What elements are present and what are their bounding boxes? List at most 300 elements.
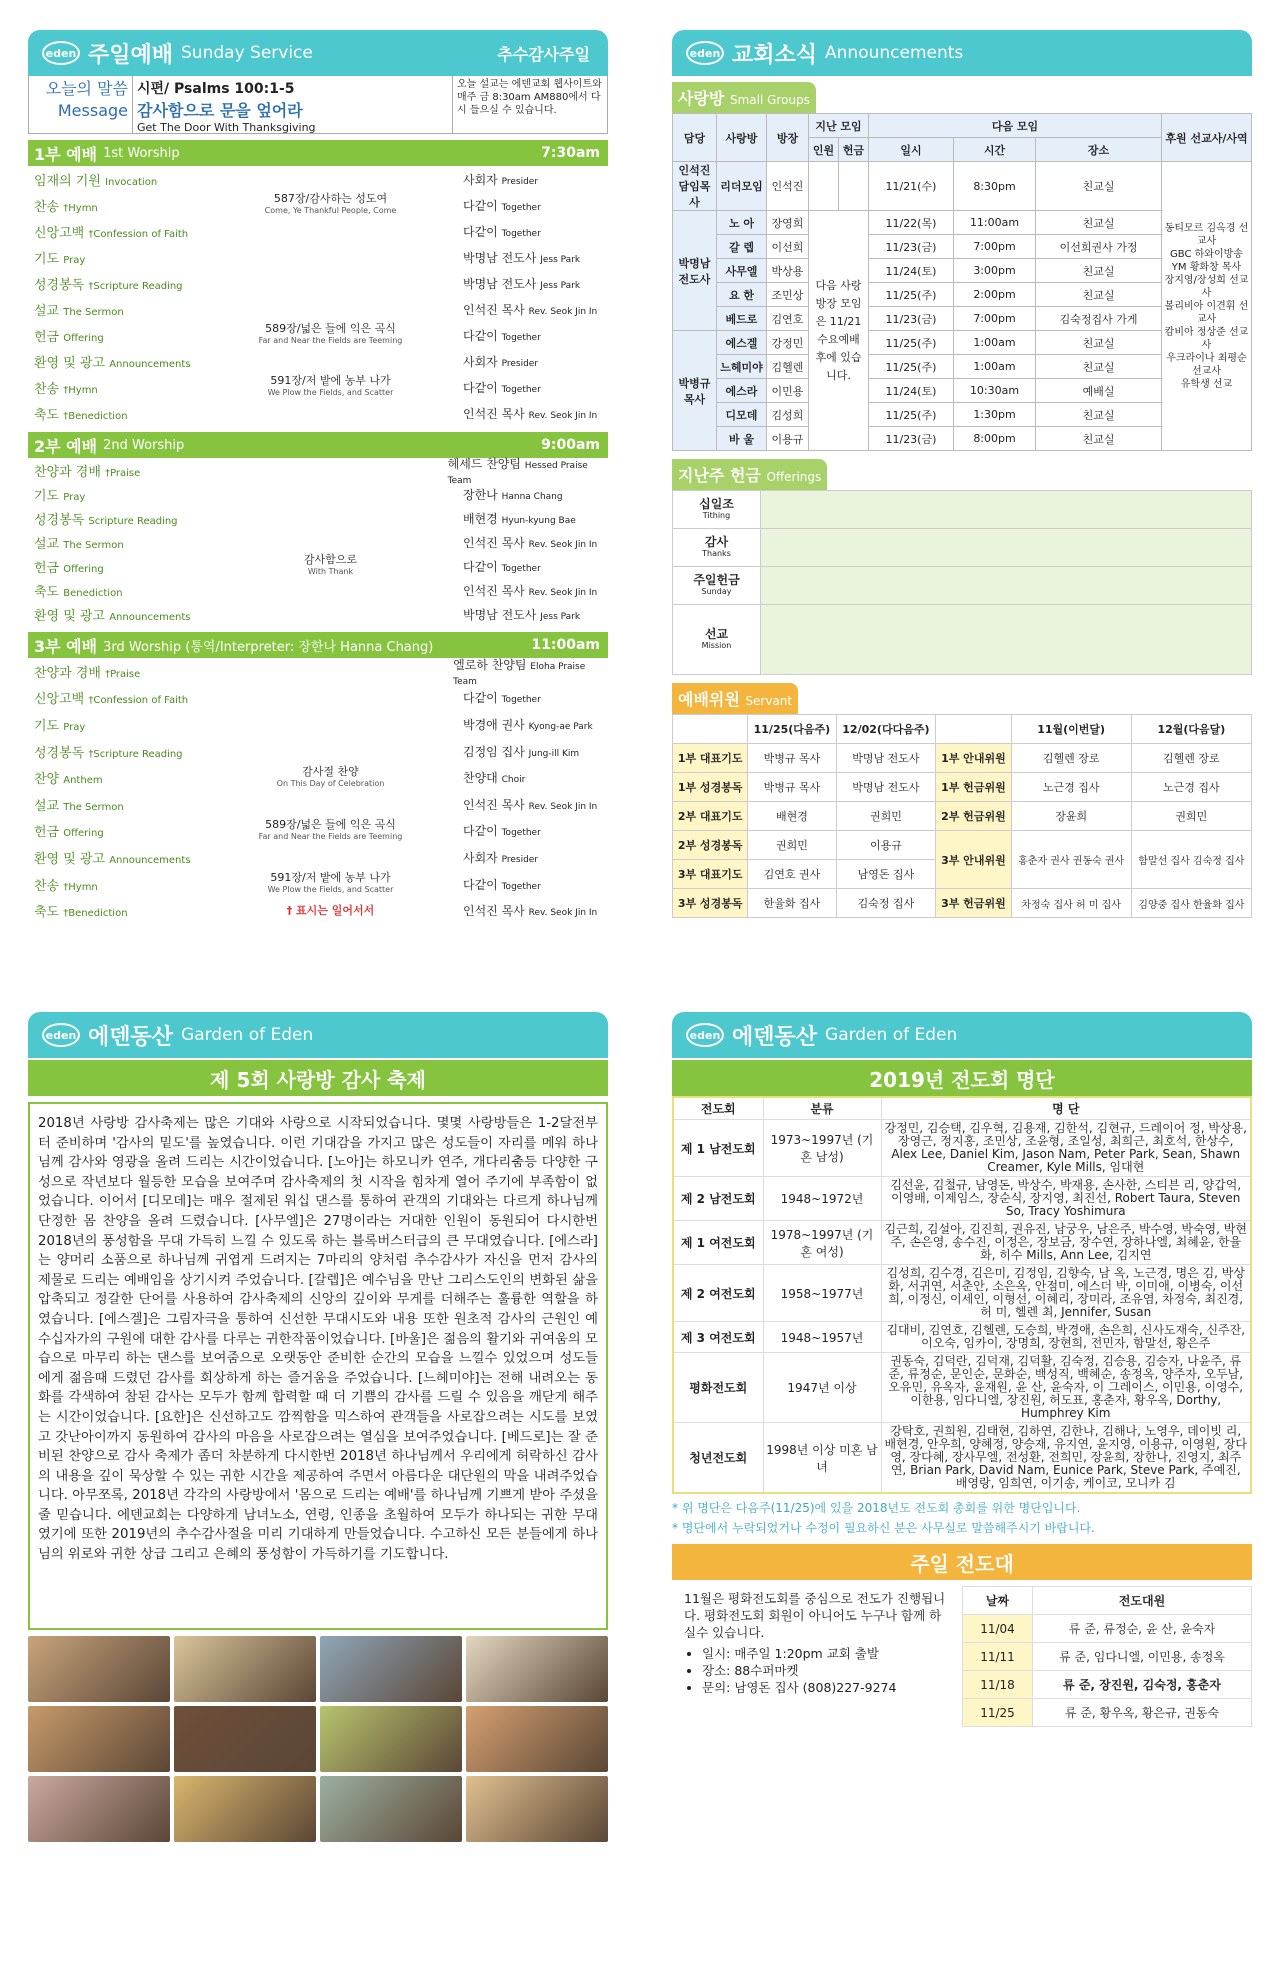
mission: GBC 하와이방송 [1170, 248, 1243, 260]
order-item [28, 602, 608, 626]
leader-en: Presider [501, 358, 539, 369]
item-name-en: †Scripture Reading [88, 280, 183, 292]
offering-en: Thanks [702, 548, 731, 558]
bullet: • 일시: 매주일 1:20pm 교회 출발 [702, 1645, 950, 1662]
members: 류 준, 임다니엘, 이민용, 송정옥 [1033, 1643, 1252, 1671]
order-item [28, 764, 608, 791]
team-section [672, 1586, 1252, 1727]
item-name-en: †Hymn [63, 202, 98, 214]
garden-panel [28, 1012, 608, 1962]
leader-en: Together [501, 228, 541, 239]
item-name-en: Offering [63, 828, 104, 840]
leader-en: Hanna Chang [501, 491, 563, 502]
table-row [673, 1265, 1251, 1322]
time: 8:00pm [953, 427, 1035, 451]
worship-3 [28, 632, 608, 930]
th: 전도대원 [1033, 1587, 1252, 1615]
eden-logo-icon: eden [686, 41, 724, 65]
order-item [28, 218, 608, 244]
order-item [28, 844, 608, 871]
name: 김양중 집사 한율화 집사 [1131, 889, 1251, 918]
group-host: 장영희 [767, 211, 809, 235]
leader-en: Eloha Praise Team [453, 661, 586, 687]
offering-value [761, 491, 1252, 529]
date: 11/11 [963, 1643, 1033, 1671]
leader-en: Jung-ill Kim [528, 748, 580, 759]
mission: 유학생 선교 [1180, 378, 1233, 390]
team-table [962, 1586, 1252, 1727]
leader-en: Rev. Seok Jin In [528, 306, 598, 317]
order-item [28, 685, 608, 712]
leader: 박명남 전도사 Jess Park [463, 607, 581, 622]
sg-title: 사랑방 [678, 89, 725, 108]
sunday-service-panel [28, 30, 608, 970]
place: 이선희권사 가정 [1036, 235, 1162, 259]
date: 11/23(금) [869, 307, 954, 331]
date: 11/23(금) [869, 235, 954, 259]
photo [28, 1776, 170, 1842]
item-name-en: †Benediction [63, 410, 128, 422]
order-item [28, 506, 608, 530]
date: 11/04 [963, 1615, 1033, 1643]
eden-logo-icon: eden [42, 41, 80, 65]
name: 권희민 [1131, 802, 1251, 831]
leader: 다같이 Together [463, 198, 541, 213]
offerings-table [672, 490, 1252, 675]
name: 홍춘자 권사 권동숙 권사 [1011, 831, 1131, 889]
item-name: 기도 Pray [34, 251, 86, 267]
group-name: 바 울 [717, 427, 767, 451]
worship-title: 2부 예배 [34, 436, 98, 456]
team-text: 11월은 평화전도회를 중심으로 전도가 진행됩니다. 평화전도회 회원이 아니어도 누구나 함께 하실수 있습니다. [684, 1591, 946, 1640]
name: 함말선 집사 김숙정 집사 [1131, 831, 1251, 889]
section-title: 에덴동산 [732, 1024, 818, 1050]
offering-value [761, 529, 1252, 567]
date: 11/22(목) [869, 211, 954, 235]
table-row [673, 1097, 1251, 1120]
leader-cell: 인석진 담임목사 [673, 162, 717, 211]
leader: 다같이 Together [463, 877, 541, 892]
section-title-en: Sunday Service [181, 43, 313, 63]
table-row [673, 1322, 1251, 1353]
photo [320, 1776, 462, 1842]
cell [809, 162, 839, 211]
table-row [963, 1587, 1252, 1615]
group-range: 1958~1977년 [763, 1265, 881, 1322]
item-name: 찬송 †Hymn [34, 381, 98, 397]
bullet: • 장소: 88수퍼마켓 [702, 1662, 950, 1679]
place: 친교실 [1036, 162, 1162, 211]
group-members: 권동숙, 김덕란, 김덕재, 김덕활, 김숙정, 김승용, 김승자, 나윤주, 류 준, 류정순, 문인순, 문화순, 백성직, 백혜순, 송정옥, 양주자, 오두남, 오유민, 유옥자, 윤재원, 윤 산, 윤숙자, 이 그레이스, 이민용, 이영수, 이한용, 임다니엘, 장진원, 허도표, 홍춘자, 황우옥, Dorthy, Humphrey Kim [881, 1353, 1251, 1423]
worship-title-en: 2nd Worship [103, 437, 185, 453]
time: 7:00pm [953, 307, 1035, 331]
role: 2부 성경봉독 [673, 831, 748, 860]
table-row [673, 491, 1252, 529]
leader: 김정임 집사 Jung-ill Kim [463, 744, 580, 759]
hymn [228, 766, 433, 790]
leader: 인석진 목사 Rev. Seok Jin In [463, 535, 598, 550]
time: 10:30am [953, 379, 1035, 403]
section-title: 에덴동산 [88, 1024, 174, 1050]
th: 지난 모임 [809, 114, 869, 138]
small-groups-title [672, 82, 816, 113]
photo [174, 1636, 316, 1702]
hymn-title: 589장/넓은 들에 익은 곡식 [265, 817, 396, 831]
photo [320, 1706, 462, 1772]
table-row [673, 1221, 1251, 1265]
date: 11/24(토) [869, 259, 954, 283]
spacer [28, 924, 608, 930]
group-host: 김연호 [767, 307, 809, 331]
table-row [673, 831, 1252, 860]
table-row [673, 1120, 1251, 1177]
evangelism-table [672, 1096, 1252, 1494]
item-name: 성경봉독 †Scripture Reading [34, 277, 183, 293]
date: 11/25 [963, 1699, 1033, 1727]
name: 장윤희 [1011, 802, 1131, 831]
place: 김숙정집사 가게 [1036, 307, 1162, 331]
missions [1162, 162, 1252, 451]
announcements-header [672, 30, 1252, 76]
item-name: 기도 Pray [34, 488, 86, 504]
th: 12/02(다다음주) [836, 715, 936, 744]
leader-en: Together [501, 202, 541, 213]
item-name: 축도 †Benediction [34, 905, 128, 921]
mission: 볼리비아 이견휘 선교사 [1164, 300, 1249, 325]
group-members: 김선윤, 김철규, 남영돈, 박상수, 박재용, 손사한, 스티븐 리, 양갑억, 이영배, 이제임스, 장순식, 장지영, 최진선, Robert Taura, Steven So, Tracy Yoshimura [881, 1177, 1251, 1221]
date: 11/25(주) [869, 355, 954, 379]
th: 시간 [953, 138, 1035, 162]
th [936, 715, 1011, 744]
message-box [28, 76, 608, 134]
table-row [673, 773, 1252, 802]
essay-title: 제 5회 사랑방 감사 축제 [28, 1060, 608, 1096]
photo [466, 1636, 608, 1702]
group-members: 강정민, 김승택, 김우혁, 김용재, 김한석, 김현규, 드레이어 정, 박상용, 장영근, 정지홍, 조민상, 조윤형, 조일성, 최희근, 최호석, 한상수, Alex Lee, Daniel Kim, Jason Nam, Peter Park, Sean, Shawn Creamer, Kyle Mills, 임대현 [881, 1120, 1251, 1177]
hymn-en: Far and Near the Fields are Teeming [258, 831, 403, 841]
place: 친교실 [1036, 331, 1162, 355]
worship-2 [28, 432, 608, 632]
leader-en: Together [501, 563, 541, 574]
note: * 명단에서 누락되었거나 수정이 필요하신 분은 사무실로 말씀해주시기 바랍니다. [672, 1521, 1095, 1535]
name: 김헬렌 장로 [1011, 744, 1131, 773]
leader: 헤세드 찬양팀 Hessed Praise Team [447, 456, 588, 486]
item-name-en: †Praise [105, 467, 141, 479]
photo [174, 1776, 316, 1842]
worship-title-en: 1st Worship [103, 145, 180, 161]
leader: 사회자 Presider [463, 850, 539, 865]
order-item [28, 296, 608, 322]
leader-en: Hyun-kyung Bae [501, 515, 576, 526]
place: 친교실 [1036, 427, 1162, 451]
offering-en: Tithing [702, 510, 731, 520]
item-name: 설교 The Sermon [34, 798, 124, 814]
hymn-en: Come, Ye Thankful People, Come [264, 206, 397, 215]
item-name-en: Announcements [109, 854, 191, 866]
announcements-panel [672, 30, 1252, 980]
item-name-en: Pray [63, 254, 86, 266]
item-name-en: Scripture Reading [88, 515, 178, 527]
item-name-en: Benediction [63, 587, 123, 599]
table-row [673, 744, 1252, 773]
photo [466, 1776, 608, 1842]
th: 헌금 [839, 138, 869, 162]
table-row [673, 889, 1252, 918]
item-name: 찬양과 경배 †Praise [34, 665, 141, 681]
offerings-title [672, 459, 827, 490]
bullet: • 문의: 남영돈 집사 (808)227-9274 [702, 1679, 950, 1696]
hymn [228, 554, 433, 578]
time: 11:00am [953, 211, 1035, 235]
leader: 다같이 Together [463, 328, 541, 343]
name: 배현경 [748, 802, 836, 831]
table-row [673, 802, 1252, 831]
members: 류 준, 황우옥, 황은규, 권동숙 [1033, 1699, 1252, 1727]
item-name-en: Offering [63, 563, 104, 575]
leader-en: Rev. Seok Jin In [528, 801, 598, 812]
group-members: 김근희, 김설아, 김진희, 권유진, 남궁우, 남은주, 박수영, 박숙영, 박현주, 손은영, 송수진, 이정은, 장보금, 장수연, 장하나엘, 최혜윤, 한율화, 히수 Mills, Ann Lee, 김지연 [881, 1221, 1251, 1265]
mission: 우크라이나 최평순 선교사 [1166, 352, 1247, 377]
order-item [28, 530, 608, 554]
essay-text: 2018년 사랑방 감사축제는 많은 기대와 사랑으로 시작되었습니다. 몇몇 사랑방들은 1-2달전부터 준비하며 '감사의 밑도'를 높였습니다. 이런 기대감을 가지고 많은 성도들이 자리를 메워 하나님께 감사와 영광을 올려 드리는 시간이었습니다. [노아]는 하모니카 연주, 개다리춤등 다양한 구성으로 작년보다 월등한 모습을 보여주며 감사축제의 첫 시작을 힘차게 열어 주기에 부족함이 없었습니다. 이어서 [디모데]는 매우 절제된 워십 댄스를 통하여 관객의 기대와는 다르게 하나님께 단정한 몸 찬양을 올려 드렸습니다. [사무엘]은 27명이라는 거대한 인원이 동원되어 다시한번 2018년의 풍성함을 무대 가득히 느낄 수 있도록 하는 블록버스터급의 큰 무대였습니다. [에스라]는 양머리 소품으로 하나님께 귀엽게 드려지는 7마리의 양처럼 추수감사가 자신을 먼저 감사의 제물로 드리는 예배임을 상기시켜 주었습니다. [갈렙]은 예수님을 만난 그리스도인의 변화된 삶을 압축되고 정갈한 단어를 사용하여 감사축제의 신앙의 깊이와 무게를 더해주는 훌륭한 역할을 하였습니다. [에스겔]은 그림자극을 통하여 신선한 무대시도와 내용 또한 원초적 감사의 근원인 예수십자가의 구원에 대한 감사를 다루는 귀한작품이었습니다. [바울]은 젊음의 활기와 귀여움의 모습으로 마무리 하는 댄스를 보여줌으로 오랫동안 준비한 순간의 모습을 느낄수 있었으며 성도들에게 젊음때 드렸던 감사를 회상하게 하는 즐거움을 주었습니다. [느헤미야]는 전해 내려오는 동화를 각색하여 참된 감사는 모두가 함께 합력할 때 더 기쁨의 감사를 드릴 수 있음을 깨닫게 해주는 시간이었습니다. [요한]은 신선하고도 깜찍함을 믹스하여 관객들을 사로잡으려는 시도를 보였고 갓난아이까지 동원하여 감사의 마음을 사로잡으려는 열심을 보여주었습니다. [베드로]는 잘 준비된 찬양으로 감사 축제가 좀더 차분하게 다시한번 2018년 하나님께서 우리에게 허락하신 감사의 내용을 깊이 묵상할 수 있는 귀한 시간을 제공하여 주면서 아름다운 대단원의 막을 내려주었습니다. 아무쪼록, 2018년 각각의 사랑방에서 '몸으로 드리는 예배'를 하나님께 기쁘게 받아 주셨을 줄 믿습니다. 에덴교회는 다양하게 남녀노소, 연령, 인종을 초월하여 모두가 하나되는 귀한 무대였기에 또한 2019년의 추수감사절을 미리 기대하게 만들었습니다. 수고하신 모든 분들에게 하나님의 위로와 귀한 상급 그리고 은혜의 풍성함이 가득하기를 기도합니다. [38, 1116, 598, 1563]
group-name: 디모데 [717, 403, 767, 427]
order-item [28, 192, 608, 218]
leader-en: Presider [501, 176, 539, 187]
leader-en: Jess Park [540, 280, 581, 291]
group-host: 이선희 [767, 235, 809, 259]
th [673, 715, 748, 744]
leader: 박명남 전도사 Jess Park [463, 250, 581, 265]
leader-en: Rev. Seok Jin In [528, 908, 598, 919]
evangelism-header [672, 1012, 1252, 1058]
leader: 다같이 Together [463, 380, 541, 395]
offering-en: Mission [701, 640, 732, 650]
time: 3:00pm [953, 259, 1035, 283]
leader: 사회자 Presider [463, 354, 539, 369]
hymn [228, 819, 433, 843]
role: 1부 성경봉독 [673, 773, 748, 802]
item-name-en: Announcements [109, 611, 191, 623]
group-name: 에스라 [717, 379, 767, 403]
worship-time: 9:00am [541, 437, 600, 453]
last-meeting-note: 다음 사랑방장 모임은 11/21 수요예배 후에 있습니다. [809, 211, 869, 451]
group-label: 청년전도회 [673, 1423, 763, 1494]
role: 1부 안내위원 [936, 744, 1011, 773]
offering-value [761, 605, 1252, 675]
table-row [673, 1353, 1251, 1423]
item-name-en: Pray [63, 491, 86, 503]
role: 1부 헌금위원 [936, 773, 1011, 802]
order-item [28, 818, 608, 845]
name: 김연호 권사 [748, 860, 836, 889]
item-name: 축도 †Benediction [34, 407, 128, 423]
item-name-en: The Sermon [63, 306, 124, 318]
hymn-title: 591장/저 밭에 농부 나가 [270, 871, 391, 885]
th: 분류 [763, 1097, 881, 1120]
th: 11/25(다음주) [748, 715, 836, 744]
item-name: 찬송 †Hymn [34, 878, 98, 894]
leader-en: Together [501, 881, 541, 892]
order-item [28, 578, 608, 602]
item-name: 환영 및 광고 Announcements [34, 355, 191, 371]
leader-en: Rev. Seok Jin In [528, 587, 598, 598]
sermon-title-en: Get The Door With Thanksgiving [137, 121, 316, 134]
time: 8:30pm [953, 162, 1035, 211]
item-name: 신앙고백 †Confession of Faith [34, 692, 189, 708]
worship-title: 3부 예배 [34, 636, 98, 656]
leader: 장한나 Hanna Chang [463, 487, 563, 502]
hymn-en: With Thank [307, 567, 354, 576]
name: 권희민 [748, 831, 836, 860]
group-name: 리더모임 [717, 162, 767, 211]
group-name: 사무엘 [717, 259, 767, 283]
item-name: 헌금 Offering [34, 329, 104, 345]
item-name: 성경봉독 Scripture Reading [34, 512, 178, 528]
leader-en: Jess Park [540, 254, 581, 265]
hymn [228, 872, 433, 896]
group-host: 이용규 [767, 427, 809, 451]
leader-en: Jess Park [540, 611, 581, 622]
leader: 다같이 Together [463, 691, 541, 706]
hymn-title: † 표시는 일어서서 [286, 903, 375, 917]
leader: 찬양대 Choir [463, 771, 526, 786]
place: 친교실 [1036, 259, 1162, 283]
item-name: 설교 The Sermon [34, 303, 124, 319]
group-label: 제 2 남전도회 [673, 1177, 763, 1221]
th: 후원 선교사/사역 [1162, 114, 1252, 162]
place: 친교실 [1036, 403, 1162, 427]
group-name: 에스겔 [717, 331, 767, 355]
order-item [28, 166, 608, 192]
hymn-title: 587장/감사하는 성도여 [273, 192, 388, 205]
order-item [28, 482, 608, 506]
th: 인원 [809, 138, 839, 162]
sv-title: 예배위원 [678, 690, 740, 709]
date: 11/18 [963, 1671, 1033, 1699]
hymn [228, 375, 433, 399]
group-range: 1948~1972년 [763, 1177, 881, 1221]
sunday-service-header [28, 30, 608, 76]
item-name-en: Anthem [63, 775, 103, 787]
name: 남영돈 집사 [836, 860, 936, 889]
group-host: 이민용 [767, 379, 809, 403]
leader: 인석진 목사 Rev. Seok Jin In [463, 797, 598, 812]
small-groups-table [672, 113, 1252, 451]
item-name: 찬양과 경배 †Praise [34, 464, 141, 480]
worship-time: 11:00am [531, 637, 600, 653]
table-row [673, 605, 1252, 675]
name: 권희민 [836, 802, 936, 831]
leader: 인석진 목사 Rev. Seok Jin In [463, 406, 598, 421]
item-name: 기도 Pray [34, 718, 86, 734]
table-row [673, 529, 1252, 567]
leader-en: Together [501, 695, 541, 706]
order-item [28, 791, 608, 818]
th: 다음 모임 [869, 114, 1162, 138]
hymn-title: 감사함으로 [303, 553, 358, 566]
item-name-en: †Hymn [63, 384, 98, 396]
table-row [673, 715, 1252, 744]
order-item [28, 456, 608, 486]
item-name-en: The Sermon [63, 539, 124, 551]
group-range: 1947년 이상 [763, 1353, 881, 1423]
mission: 장지영/장성희 선교사 [1164, 274, 1249, 299]
list-notes [672, 1498, 1252, 1538]
table-row [673, 1423, 1251, 1494]
section-title-en: Announcements [825, 43, 964, 63]
leader: 박경애 권사 Kyong-ae Park [463, 717, 593, 732]
team-info [672, 1586, 962, 1727]
time: 7:00pm [953, 235, 1035, 259]
leader-en: Together [501, 332, 541, 343]
group-host: 김성희 [767, 403, 809, 427]
order-item [28, 244, 608, 270]
name: 박명남 전도사 [836, 773, 936, 802]
order-item [28, 711, 608, 738]
eden-logo-icon: eden [686, 1023, 724, 1047]
item-name: 헌금 Offering [34, 560, 104, 576]
order-item [28, 322, 608, 348]
message-label [29, 76, 133, 133]
worship-bar [28, 632, 608, 658]
hymn-en: Far and Near the Fields are Teeming [258, 336, 403, 345]
worship-1 [28, 140, 608, 432]
leader: 다같이 Together [463, 559, 541, 574]
offering-label: 선교 Mission [673, 605, 761, 675]
hymn-en: We Plow the Fields, and Scatter [267, 388, 394, 397]
th: 11월(이번달) [1011, 715, 1131, 744]
th: 날짜 [963, 1587, 1033, 1615]
sermon-title: 감사함으로 문을 엎어라 [137, 101, 303, 120]
order-item [28, 270, 608, 296]
leader: 박명남 전도사 Jess Park [463, 276, 581, 291]
group-host: 조민상 [767, 283, 809, 307]
group-range: 1973~1997년 (기혼 남성) [763, 1120, 881, 1177]
mission: 동티모르 김옥경 선교사 [1164, 222, 1249, 247]
group-members: 김성희, 김수경, 김은미, 김정임, 김향숙, 남 옥, 노근경, 명은 김, 박상화, 서귀연, 서춘안, 소은옥, 안점미, 에스더 박, 이미애, 이병숙, 이선희, 이정신, 이세인, 이형선, 이혜리, 장미라, 조유염, 차정숙, 최진경, 허 미, 헬렌 최, Jennifer, Susan [881, 1265, 1251, 1322]
photo [466, 1706, 608, 1772]
photo-grid [28, 1636, 608, 1842]
role: 3부 헌금위원 [936, 889, 1011, 918]
garden-header [28, 1012, 608, 1058]
item-name: 임재의 기원 Invocation [34, 173, 158, 189]
leader-en: Choir [501, 775, 526, 786]
leader-en: Rev. Seok Jin In [528, 410, 598, 421]
item-name-en: †Confession of Faith [88, 228, 189, 240]
group-members: 강탁호, 권희원, 김태현, 김하연, 김한나, 김해나, 노영우, 데이빗 리, 배현경, 안우희, 양혜정, 양승재, 유지연, 윤지영, 이용규, 이영원, 장다영, 장다혜, 장사무엘, 전성환, 전희민, 장윤희, 장한나, 진영지, 최주연, Brian Park, David Nam, Eunice Park, Steve Park, 주예진, 배영랑, 임희연, 이기송, 케이코, 모니카 김 [881, 1423, 1251, 1494]
section-title: 교회소식 [732, 42, 818, 68]
place: 예배실 [1036, 379, 1162, 403]
mission: 캄비아 정상준 선교사 [1164, 326, 1249, 351]
group-name: 느헤미야 [717, 355, 767, 379]
leader: 엘로하 찬양팀 Eloha Praise Team [453, 657, 586, 687]
leader-en: Kyong-ae Park [528, 721, 593, 732]
thanksgiving-label: 추수감사주일 [497, 44, 590, 64]
role: 2부 대표기도 [673, 802, 748, 831]
order-item [28, 400, 608, 426]
section-title: 주일예배 [88, 42, 174, 68]
date: 11/23(금) [869, 427, 954, 451]
sv-title-en: Servant [745, 694, 793, 708]
members: 류 준, 류정순, 윤 산, 윤숙자 [1033, 1615, 1252, 1643]
hymn-title: 감사절 찬양 [302, 764, 359, 778]
hymn-title: 589장/넓은 들에 익은 곡식 [265, 322, 396, 335]
eden-logo-icon: eden [42, 1023, 80, 1047]
photo [174, 1706, 316, 1772]
name: 김헬렌 장로 [1131, 744, 1251, 773]
role: 3부 안내위원 [936, 831, 1011, 889]
hymn-title: 591장/저 밭에 농부 나가 [270, 374, 391, 387]
